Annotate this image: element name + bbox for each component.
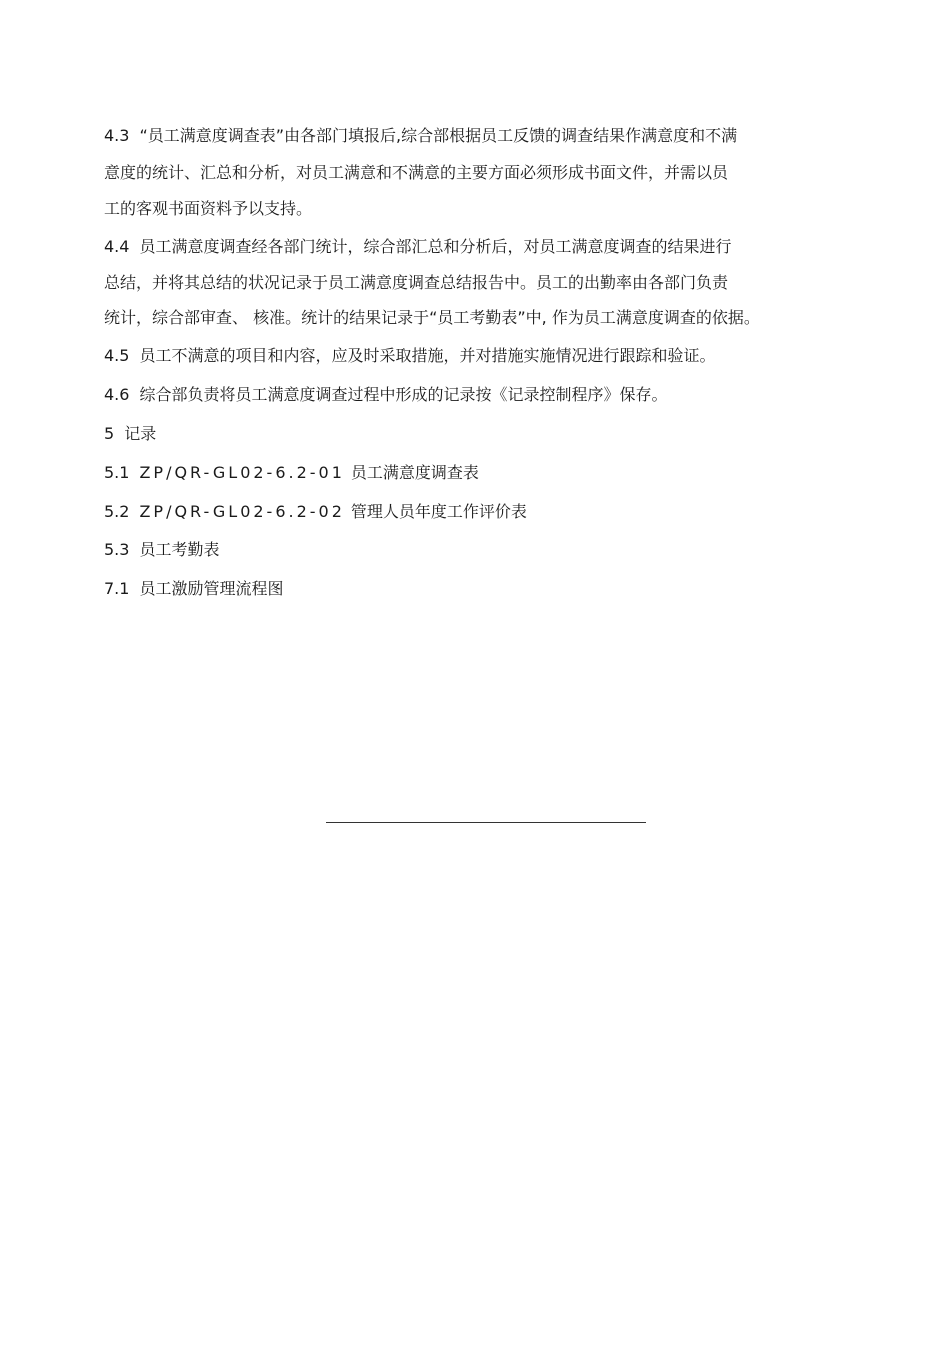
- appendix-number: 7.1: [104, 579, 130, 598]
- paragraph-4-3-line-2: [104, 163, 728, 183]
- paragraph-4-6: [104, 385, 667, 405]
- paragraph-number: 4.4: [104, 237, 130, 256]
- paragraph-4-5: [104, 346, 715, 366]
- record-name: 员工考勤表: [139, 540, 220, 559]
- record-code: ZP/QR-GL02-6.2-01: [139, 463, 345, 482]
- paragraph-text: 员工不满意的项目和内容，应及时采取措施，并对措施实施情况进行跟踪和验证。: [139, 346, 716, 365]
- record-number: 5.3: [104, 540, 130, 559]
- appendix-item-7-1: [104, 579, 283, 599]
- paragraph-text: 综合部负责将员工满意度调查过程中形成的记录按《记录控制程序》保存。: [139, 385, 668, 404]
- paragraph-4-4-line-3: [104, 308, 760, 328]
- appendix-name: 员工激励管理流程图: [139, 579, 284, 598]
- section-5-heading: [104, 424, 156, 444]
- paragraph-4-3-line-1: [104, 126, 737, 146]
- paragraph-text: 统计，综合部审查、 核准。统计的结果记录于“员工考勤表”中, 作为员工满意度调查的依据。: [104, 308, 760, 327]
- paragraph-number: 4.3: [104, 126, 130, 145]
- section-number: 5: [104, 424, 115, 443]
- paragraph-4-4-line-2: [104, 273, 728, 293]
- paragraph-number: 4.5: [104, 346, 130, 365]
- paragraph-4-3-line-3: [104, 199, 312, 219]
- record-name: 员工满意度调查表: [350, 463, 479, 482]
- record-number: 5.1: [104, 463, 130, 482]
- end-rule-divider: [326, 822, 646, 823]
- section-title: 记录: [124, 424, 157, 443]
- paragraph-text: 员工满意度调查经各部门统计，综合部汇总和分析后，对员工满意度调查的结果进行: [139, 237, 732, 256]
- record-item-5-1: [104, 463, 479, 483]
- record-item-5-2: [104, 502, 527, 522]
- record-item-5-3: [104, 540, 219, 560]
- paragraph-number: 4.6: [104, 385, 130, 404]
- paragraph-text: 总结，并将其总结的状况记录于员工满意度调查总结报告中。员工的出勤率由各部门负责: [104, 273, 729, 292]
- paragraph-text: 意度的统计、汇总和分析，对员工满意和不满意的主要方面必须形成书面文件，并需以员: [104, 163, 729, 182]
- record-name: 管理人员年度工作评价表: [350, 502, 527, 521]
- record-code: ZP/QR-GL02-6.2-02: [139, 502, 345, 521]
- record-number: 5.2: [104, 502, 130, 521]
- paragraph-4-4-line-1: [104, 237, 731, 257]
- paragraph-text: 工的客观书面资料予以支持。: [104, 199, 313, 218]
- paragraph-text: “员工满意度调查表”由各部门填报后,综合部根据员工反馈的调查结果作满意度和不满: [139, 126, 738, 145]
